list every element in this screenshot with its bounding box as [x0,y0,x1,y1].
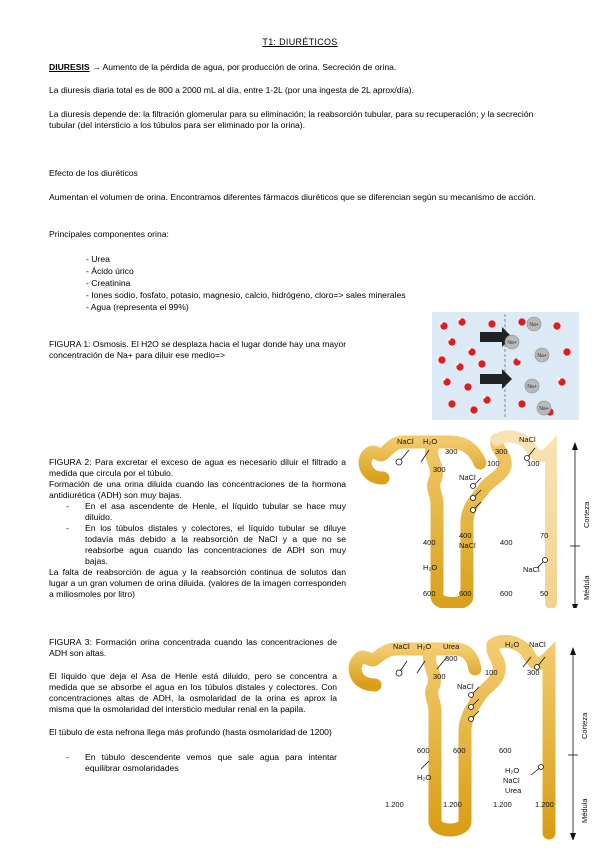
cortex-label: Corteza [582,501,591,528]
sodium-label: Na+ [527,384,537,390]
list-item: - Iones sodio, fosfato, potasio, magnesio, calcio, hidrógeno, cloro=> sales minerales [86,290,406,300]
value-label: 600 [423,589,436,598]
value-label: 1.200 [443,800,462,809]
value-label: 300 [495,447,508,456]
value-label: 100 [527,459,540,468]
sodium-label: Na+ [529,322,539,328]
figure-3-nephron-diagram [345,635,595,840]
list-item: - Urea [86,254,110,264]
effect-text: Aumentan el volumen de orina. Encontramos diferentes fármacos diuréticos que se diferencian según su mecanismo de acción. [49,192,536,202]
list-item: - Creatinina [86,278,131,288]
components-list [86,253,506,313]
figure-2-conclusion: La falta de reabsorción de agua y la reabsorción continua de solutos dan lugar a un gran volumen de orina diluida. (valores de la imagen corresponden a miliosmoles por litro) [49,567,346,599]
nacl-label: NaCl [457,682,474,691]
value-label: 300 [445,654,458,663]
value-label: 600 [499,746,512,755]
daily-diuresis-text: La diuresis diaria total es de 800 a 2000 mL al día, entre 1-2L (por una ingesta de 2L aprox/día). [49,85,414,95]
value-label: 600 [417,746,430,755]
h2o-label: H₂O [417,773,432,782]
figure-2-intro: FIGURA 2: Para excretar el exceso de agua es necesario diluir el filtrado a medida que circula por el túbulo. [49,457,346,478]
cortex-label: Corteza [580,712,589,739]
arrow-icon: → [91,62,101,72]
h2o-label: H₂O [417,642,432,651]
value-label: 1.200 [535,800,554,809]
list-item: - Agua (representa el 99%) [86,302,189,312]
list-item: - En túbulo descendente vemos que sale agua para intentar equilibrar osmolaridades [49,752,337,774]
value-label: 300 [445,447,458,456]
value-label: 400 [500,538,513,547]
value-label: 1.200 [385,800,404,809]
value-label: 600 [453,746,466,755]
value-label: 70 [540,531,549,540]
value-label: 100 [487,459,500,468]
list-item: - En los túbulos distales y colectores, el líquido tubular se diluye todavía más debido a la reabsorción de NaCl y a que no se reabsorbe agua cuando las concentraciones de ADH son muy bajas. [49,523,346,567]
urea-label: Urea [443,642,460,651]
value-label: 600 [500,589,513,598]
nacl-label: NaCl [393,642,410,651]
figure-3-depth: El túbulo de esta nefrona llega más profundo (hasta osmolaridad de 1200) [49,727,332,737]
value-label: 1.200 [493,800,512,809]
figure-2-nephron-diagram [355,428,595,608]
urea-label: Urea [505,786,522,795]
nacl-label: NaCl [519,435,536,444]
sodium-label: Na+ [537,353,547,359]
value-label: 100 [485,668,498,677]
effect-heading: Efecto de los diuréticos [49,168,138,178]
value-label: 300 [527,668,540,677]
figure-2-formation: Formación de una orina diluida cuando las concentraciones de la hormona antidiurética (ADH) son muy bajas. [49,479,346,500]
diuresis-depends-text: La diuresis depende de: la filtración glomerular para su eliminación; la reabsorción tubular, para su recuperación; y la secreción tubular (del intersticio a los túbulos para ser eliminado por la orina). [49,109,534,130]
diuresis-term: DIURESIS [49,62,90,72]
value-label: 50 [540,589,549,598]
figure-2-text [49,457,346,600]
h2o-label: H₂O [505,640,520,649]
medulla-label: Médula [582,575,591,600]
value-label: 400 [459,531,472,540]
nacl-label: NaCl [523,565,540,574]
figure-2-bullets [49,501,346,567]
components-heading: Principales componentes orina: [49,229,169,239]
nacl-label: NaCl [397,437,414,446]
figure-3-intro: FIGURA 3: Formación orina concentrada cuando las concentraciones de ADH son altas. [49,637,337,658]
list-item: - En el asa ascendente de Henle, el líquido tubular se hace muy diluido. [49,501,346,523]
value-label: 400 [423,538,436,547]
figure-3-text [49,637,337,774]
medulla-label: Médula [580,798,589,823]
sodium-label: Na+ [507,340,517,346]
nacl-label: NaCl [529,640,546,649]
nacl-label: NaCl [459,473,476,482]
value-label: 300 [433,465,446,474]
h2o-label: H₂O [423,437,438,446]
h2o-label: H₂O [423,563,438,572]
diuresis-definition [49,62,559,73]
sodium-label: Na+ [539,406,549,412]
figure-1-caption: FIGURA 1: Osmosis. El H2O se desplaza hacia el lugar donde hay una mayor concentración de Na+ para diluir ese medio=> [49,339,347,360]
figure-3-bullets [49,752,337,774]
value-label: 600 [459,589,472,598]
figure-3-explanation: El líquido que deja el Asa de Henle está diluido, pero se concentra a medida que se absorbe el agua en los túbulos distales y colectores. Con concentraciones altas de ADH, la osmolaridad de la orina es aprox la misma que la osmolaridad del intersticio medular renal en la papila. [49,671,337,714]
nacl-label: NaCl [503,776,520,785]
figure-1-osmosis-image [432,312,579,420]
page-title: T1: DIURÉTICOS [262,37,338,47]
diuresis-text: Aumento de la pérdida de agua, por producción de orina. Secreción de orina. [102,62,397,72]
list-item: - Ácido úrico [86,266,134,276]
value-label: 300 [433,672,446,681]
nacl-label: NaCl [459,541,476,550]
h2o-label: H₂O [505,766,520,775]
